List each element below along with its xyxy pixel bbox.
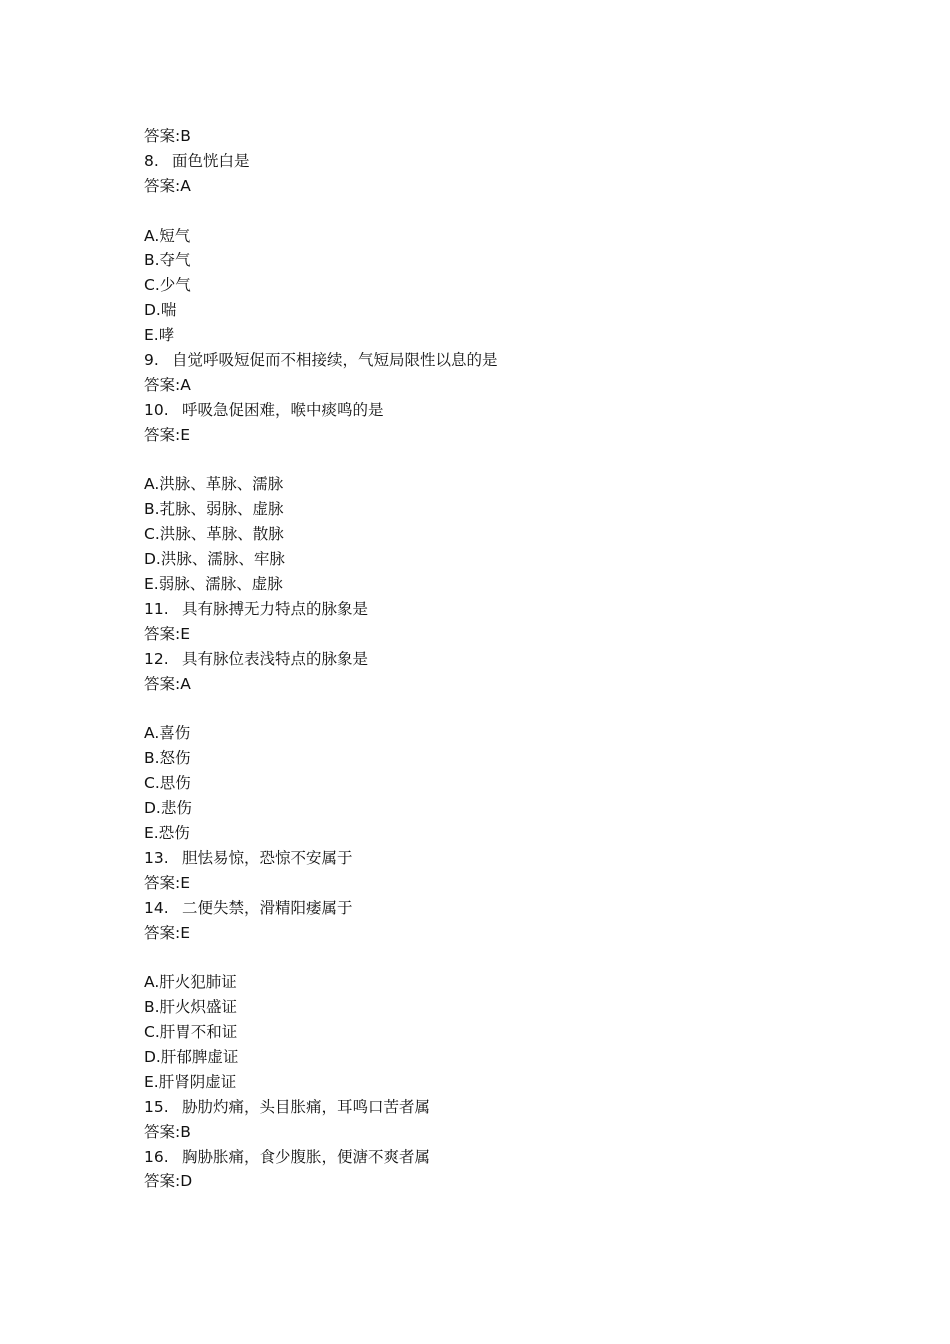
question-number: 9. bbox=[144, 351, 159, 370]
line-text: B.怒伤 bbox=[144, 749, 191, 768]
option-line bbox=[144, 273, 844, 298]
line-text: 二便失禁，滑精阳痿属于 bbox=[182, 898, 353, 917]
line-text: A.喜伤 bbox=[144, 724, 191, 743]
question-number: 10. bbox=[144, 400, 169, 419]
line-text: 答案:E bbox=[144, 923, 191, 942]
option-line bbox=[144, 522, 844, 547]
question-line bbox=[144, 398, 844, 423]
line-text: 胆怯易惊，恐惊不安属于 bbox=[182, 848, 353, 867]
line-text: 答案:D bbox=[144, 1172, 193, 1191]
option-line bbox=[144, 821, 844, 846]
question-number: 8. bbox=[144, 151, 159, 170]
line-text: A.洪脉、革脉、濡脉 bbox=[144, 475, 284, 494]
question-number: 13. bbox=[144, 848, 169, 867]
question-line bbox=[144, 348, 844, 373]
line-text: D.洪脉、濡脉、牢脉 bbox=[144, 550, 285, 569]
option-line bbox=[144, 298, 844, 323]
option-line bbox=[144, 1045, 844, 1070]
line-text: B.肝火炽盛证 bbox=[144, 998, 238, 1017]
line-text: 答案:B bbox=[144, 127, 191, 145]
option-line bbox=[144, 224, 844, 249]
blank-line bbox=[144, 199, 844, 224]
question-line bbox=[144, 846, 844, 871]
line-text: 答案:A bbox=[144, 375, 191, 394]
line-text: 答案:A bbox=[144, 176, 191, 195]
answer-line bbox=[144, 1169, 844, 1194]
option-line bbox=[144, 547, 844, 572]
line-text: A.短气 bbox=[144, 226, 191, 245]
line-text: C.思伤 bbox=[144, 774, 191, 793]
line-text: 胁肋灼痛，头目胀痛，耳鸣口苦者属 bbox=[182, 1097, 431, 1116]
line-text: B.芤脉、弱脉、虚脉 bbox=[144, 500, 284, 519]
question-line bbox=[144, 647, 844, 672]
line-text: 答案:A bbox=[144, 674, 191, 693]
question-number: 14. bbox=[144, 898, 169, 917]
answer-line bbox=[144, 423, 844, 448]
question-line bbox=[144, 896, 844, 921]
line-text: B.夺气 bbox=[144, 251, 191, 270]
option-line bbox=[144, 572, 844, 597]
option-line bbox=[144, 970, 844, 995]
line-text: D.喘 bbox=[144, 301, 177, 320]
line-text: 胸胁胀痛，食少腹胀，便溏不爽者属 bbox=[182, 1147, 431, 1166]
line-text: C.少气 bbox=[144, 276, 191, 295]
answer-line bbox=[144, 921, 844, 946]
question-line bbox=[144, 1145, 844, 1170]
line-text: E.肝肾阴虚证 bbox=[144, 1072, 237, 1091]
question-line bbox=[144, 1095, 844, 1120]
question-number: 16. bbox=[144, 1147, 169, 1166]
line-text: 答案:E bbox=[144, 873, 191, 892]
blank-line bbox=[144, 696, 844, 721]
option-line bbox=[144, 721, 844, 746]
line-text: 自觉呼吸短促而不相接续，气短局限性以息的是 bbox=[172, 351, 498, 370]
option-line bbox=[144, 1020, 844, 1045]
question-number: 15. bbox=[144, 1097, 169, 1116]
answer-line bbox=[144, 871, 844, 896]
line-text: D.悲伤 bbox=[144, 799, 192, 818]
answer-line bbox=[144, 672, 844, 697]
answer-line bbox=[144, 1120, 844, 1145]
line-text: C.洪脉、革脉、散脉 bbox=[144, 525, 284, 544]
line-text: A.肝火犯肺证 bbox=[144, 973, 237, 992]
answer-line bbox=[144, 174, 844, 199]
line-text: E.哮 bbox=[144, 326, 175, 345]
option-line bbox=[144, 497, 844, 522]
line-text: 答案:E bbox=[144, 624, 191, 643]
document-page bbox=[144, 124, 844, 1194]
answer-line bbox=[144, 622, 844, 647]
option-line bbox=[144, 746, 844, 771]
line-text: C.肝胃不和证 bbox=[144, 1023, 238, 1042]
question-line bbox=[144, 149, 844, 174]
answer-line bbox=[144, 373, 844, 398]
line-text: E.恐伤 bbox=[144, 823, 190, 842]
line-text: 具有脉位表浅特点的脉象是 bbox=[182, 649, 369, 668]
line-text: 答案:E bbox=[144, 425, 191, 444]
option-line bbox=[144, 995, 844, 1020]
option-line bbox=[144, 472, 844, 497]
line-text: 面色恍白是 bbox=[172, 151, 250, 170]
answer-line bbox=[144, 124, 844, 149]
line-text: E.弱脉、濡脉、虚脉 bbox=[144, 575, 283, 594]
question-number: 12. bbox=[144, 649, 169, 668]
blank-line bbox=[144, 945, 844, 970]
line-text: D.肝郁脾虚证 bbox=[144, 1047, 239, 1066]
option-line bbox=[144, 796, 844, 821]
question-line bbox=[144, 597, 844, 622]
option-line bbox=[144, 248, 844, 273]
line-text: 呼吸急促困难，喉中痰鸣的是 bbox=[182, 400, 384, 419]
option-line bbox=[144, 323, 844, 348]
line-text: 具有脉搏无力特点的脉象是 bbox=[182, 599, 369, 618]
blank-line bbox=[144, 448, 844, 473]
line-text: 答案:B bbox=[144, 1122, 191, 1141]
option-line bbox=[144, 771, 844, 796]
option-line bbox=[144, 1070, 844, 1095]
question-number: 11. bbox=[144, 599, 169, 618]
